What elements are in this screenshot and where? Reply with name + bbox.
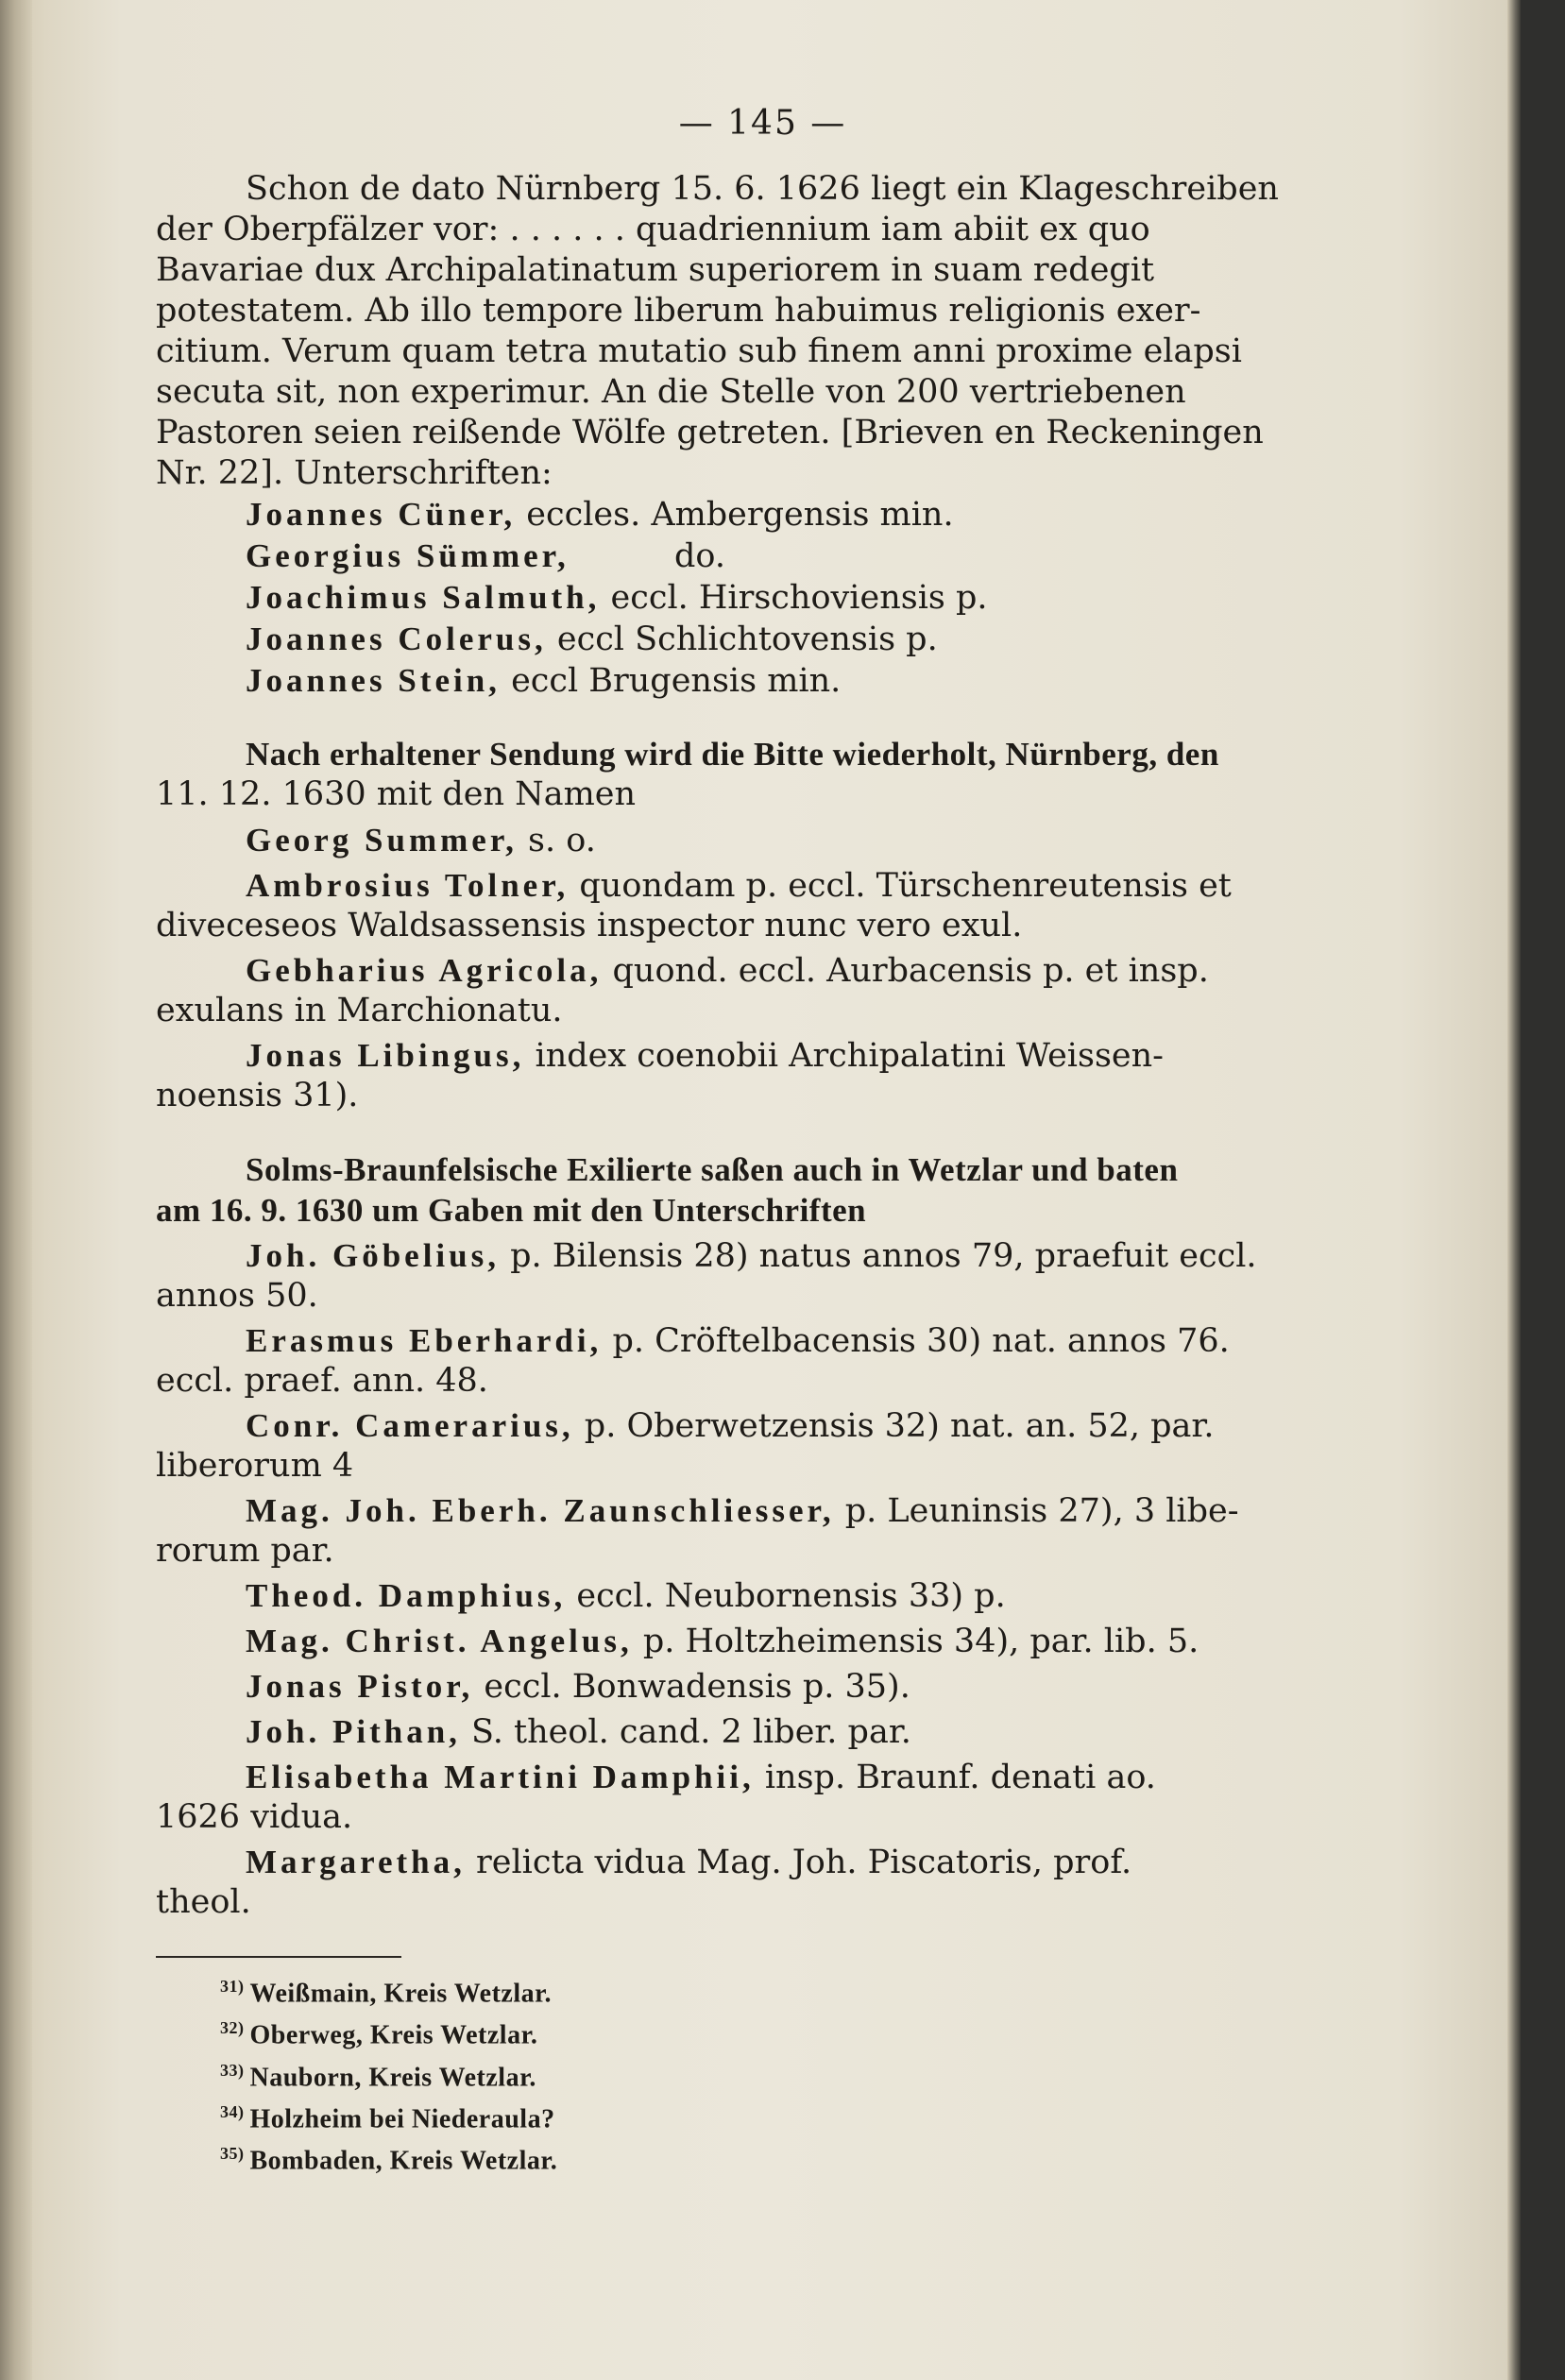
intro-line: Bavariae dux Archipalatinatum superiorem in suam redegit [156,251,1155,289]
signer-name: Joannes Colerus, [246,620,547,657]
signer-detail: eccl Brugensis min. [500,662,842,700]
section-3-intro [156,1149,1369,1231]
footnote-number: 32) [220,2018,245,2038]
entry-continuation: exulans in Marchionatu. [156,992,563,1029]
footnote-number: 35) [220,2144,245,2164]
section-3-line: Solms-Braunfelsische Exilierte saßen auch in Wetzlar und baten [246,1151,1179,1188]
signer-entry [156,577,1369,619]
entry-name: Joh. Pithan, [246,1713,461,1750]
signer-name: Joachimus Salmuth, [246,579,601,616]
list-3 [156,1236,1369,1922]
entry-continuation: eccl. praef. ann. 48. [156,1362,488,1400]
intro-paragraph [156,169,1369,494]
list-3-entry [156,1758,1369,1837]
entry-name: Theod. Damphius, [246,1577,567,1614]
entry-name: Joh. Göbelius, [246,1237,500,1274]
entry-detail: p. Oberwetzensis 32) nat. an. 52, par. [573,1407,1215,1445]
page-number: — 145 — [678,104,847,143]
entry-name: Elisabetha Martini Damphii, [246,1759,755,1795]
signer-name: Joannes Cüner, [246,496,517,533]
signer-detail: eccl Schlichtovensis p. [546,620,938,658]
entry-detail: quond. eccl. Aurbacensis p. et insp. [602,952,1209,990]
intro-line: secuta sit, non experimur. An die Stelle von 200 vertriebenen [156,373,1186,411]
signer-detail: eccl. Hirschoviensis p. [600,579,988,617]
spacer [156,702,1369,734]
list-2-entry [156,951,1369,1030]
list-2-entry [156,1036,1369,1115]
entry-name: Erasmus Eberhardi, [246,1322,603,1359]
entry-detail: p. Leuninsis 27), 3 libe- [834,1492,1239,1530]
signer-entry [156,494,1369,536]
entry-name: Conr. Camerarius, [246,1407,574,1444]
section-2-line: Nach erhaltener Sendung wird die Bitte wiederholt, Nürnberg, den [246,736,1219,773]
entry-continuation: annos 50. [156,1277,318,1315]
footnote-text: Holzheim bei Niederaula? [249,2104,555,2134]
section-2-line: 11. 12. 1630 mit den Namen [156,775,637,813]
intro-line: potestatem. Ab illo tempore liberum habuimus religionis exer- [156,292,1201,330]
entry-continuation: 1626 vidua. [156,1798,353,1836]
entry-continuation: noensis 31). [156,1077,359,1114]
entry-name: Mag. Christ. Angelus, [246,1623,633,1659]
signer-name: Georgius Sümmer, [246,537,570,574]
spacer [156,1121,1369,1149]
page-content [156,104,1369,2333]
entry-name: Mag. Joh. Eberh. Zaunschliesser, [246,1492,835,1529]
footnote-text: Weißmain, Kreis Wetzlar. [249,1979,552,2009]
intro-line: Pastoren seien reißende Wölfe getreten. [Brieven en Reckeningen [156,414,1264,451]
entry-detail: insp. Braunf. denati ao. [754,1759,1156,1796]
book-gutter [0,0,32,2380]
footnote [220,2011,1369,2052]
signers-list [156,494,1369,702]
footnote [220,2136,1369,2178]
entry-detail: s. o. [517,822,596,859]
list-3-entry [156,1843,1369,1922]
list-3-entry [156,1236,1369,1316]
list-2 [156,821,1369,1115]
signer-name: Joannes Stein, [246,662,501,699]
footnote-text: Nauborn, Kreis Wetzlar. [249,2062,536,2092]
footnote [220,1969,1369,2011]
footnote-number: 31) [220,1977,245,1996]
list-3-entry [156,1622,1369,1661]
entry-detail: p. Cröftelbacensis 30) nat. annos 76. [602,1322,1230,1360]
footnote [220,2095,1369,2136]
list-3-entry [156,1321,1369,1401]
footnote-number: 33) [220,2060,245,2080]
entry-name: Jonas Pistor, [246,1668,474,1705]
entry-name: Jonas Libingus, [246,1037,525,1074]
footnote [220,2053,1369,2095]
section-2-intro [156,734,1369,815]
entry-continuation: liberorum 4 [156,1447,354,1485]
list-3-entry [156,1406,1369,1486]
entry-name: Ambrosius Tolner, [246,867,570,904]
footnote-text: Bombaden, Kreis Wetzlar. [249,2146,558,2176]
entry-continuation: rorum par. [156,1532,334,1570]
intro-line: citium. Verum quam tetra mutatio sub finem anni proxime elapsi [156,332,1242,370]
entry-detail: p. Holtzheimensis 34), par. lib. 5. [632,1623,1199,1660]
entry-detail: eccl. Neubornensis 33) p. [566,1577,1006,1615]
footnote-text: Oberweg, Kreis Wetzlar. [249,2020,538,2050]
page-edge [1507,0,1521,2380]
intro-line: Schon de dato Nürnberg 15. 6. 1626 liegt ein Klageschreiben [246,170,1279,208]
list-3-entry [156,1667,1369,1707]
entry-detail: S. theol. cand. 2 liber. par. [460,1713,911,1751]
entry-continuation: theol. [156,1883,251,1921]
entry-continuation: diveceseos Waldsassensis inspector nunc vero exul. [156,907,1023,944]
list-2-entry [156,821,1369,860]
signer-entry [156,619,1369,660]
entry-detail: relicta vidua Mag. Joh. Piscatoris, prof. [465,1844,1132,1881]
signer-detail: eccles. Ambergensis min. [516,496,954,534]
entry-name: Georg Summer, [246,822,518,858]
list-3-entry [156,1712,1369,1752]
entry-detail: index coenobii Archipalatini Weissen- [524,1037,1164,1075]
list-2-entry [156,866,1369,945]
list-3-entry [156,1576,1369,1616]
entry-detail: eccl. Bonwadensis p. 35). [473,1668,910,1706]
list-3-entry [156,1491,1369,1571]
entry-name: Margaretha, [246,1844,466,1880]
entry-name: Gebharius Agricola, [246,952,603,989]
signer-entry [156,660,1369,702]
section-3-line: am 16. 9. 1630 um Gaben mit den Unterschriften [156,1192,867,1229]
footnotes [156,1969,1369,2179]
footnote-number: 34) [220,2101,245,2121]
entry-detail: p. Bilensis 28) natus annos 79, praefuit eccl. [499,1237,1257,1275]
signer-detail: do. [569,537,725,575]
intro-line: Nr. 22]. Unterschriften: [156,454,553,492]
intro-line: der Oberpfälzer vor: . . . . . . quadriennium iam abiit ex quo [156,211,1150,248]
entry-detail: quondam p. eccl. Türschenreutensis et [569,867,1232,905]
signer-entry [156,536,1369,577]
footnote-divider [156,1956,401,1958]
